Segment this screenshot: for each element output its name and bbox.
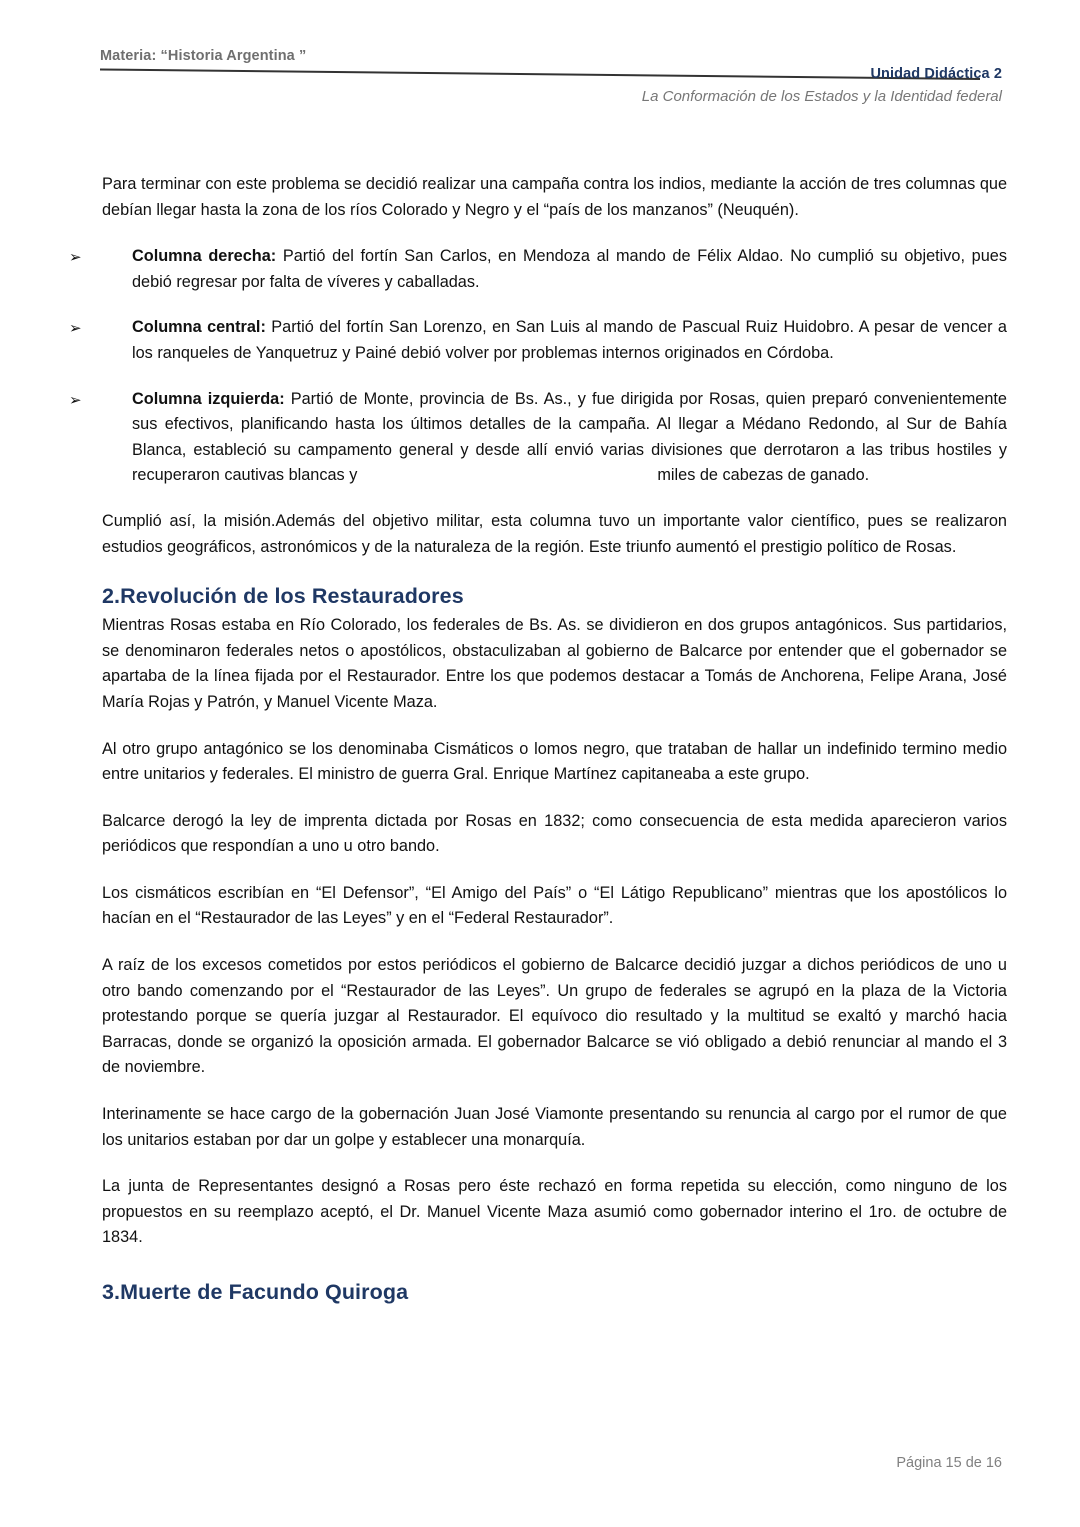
- list-item: [69, 244, 1007, 295]
- list-item-lead: Columna central:: [132, 318, 266, 337]
- section-heading-3: 3.Muerte de Facundo Quiroga: [102, 1280, 409, 1304]
- list-item-body-after-gap: miles de cabezas de ganado.: [657, 466, 870, 485]
- section-2-paragraph-3: Balcarce derogó la ley de imprenta dictada por Rosas en 1832; como consecuencia de esta medida aparecieron varios periódicos que respondían a uno u otro bando.: [102, 811, 1007, 856]
- list-item-text: [132, 315, 1007, 366]
- arrow-bullet-icon: ➢: [69, 320, 82, 338]
- list-item-body: Partió del fortín San Lorenzo, en San Luis al mando de Pascual Ruiz Huidobro. A pesar de vencer a los ranqueles de Yanquetruz y Painé debió volver por problemas internos originados en Córdoba.: [132, 318, 1007, 362]
- document-body: [69, 172, 1007, 1309]
- page-number-label: Página 15 de 16: [896, 1455, 1002, 1471]
- list-item: [69, 315, 1007, 366]
- list-item-lead: Columna derecha:: [132, 247, 277, 266]
- arrow-bullet-icon: ➢: [69, 391, 82, 409]
- header-divider-rule: [100, 68, 980, 79]
- arrow-bullet-icon: ➢: [69, 249, 82, 267]
- header-unit-title: Unidad Didáctica 2: [870, 66, 1002, 82]
- section-2-paragraph-2: Al otro grupo antagónico se los denominaba Cismáticos o lomos negro, que trataban de hallar un indefinido termino medio entre unitarios y federales. El ministro de guerra Gral. Enrique Martínez capitaneaba a este grupo.: [102, 739, 1007, 784]
- intro-paragraph: Para terminar con este problema se decidió realizar una campaña contra los indios, mediante la acción de tres columnas que debían llegar hasta la zona de los ríos Colorado y Negro y el “país de los manzanos” (Neuquén).: [102, 175, 1007, 219]
- section-2-paragraph-5: A raíz de los excesos cometidos por estos periódicos el gobierno de Balcarce decidió juzgar a dichos periódicos de uno u otro bando comenzando por el “Restaurador de las Leyes”. Un grupo de federales se agrupó en la plaza de la Victoria protestando porque se quería juzgar al Restaurador. El equívoco dio resultado y la multitud se exaltó y marchó hacia Barracas, donde se organizó la oposición armada. El gobernador Balcarce se vió obligado a debió renunciar al mando el 3 de noviembre.: [102, 956, 1007, 1077]
- list-item-text: [132, 387, 1007, 489]
- header-unit-subtitle: La Conformación de los Estados y la Identidad federal: [641, 88, 1002, 105]
- list-item-text: [132, 244, 1007, 295]
- list-item-body: Partió de Monte, provincia de Bs. As., y fue dirigida por Rosas, quien preparó convenientemente sus efectivos, planificando hasta los últimos detalles de la campaña. Al llegar a Médano Redondo, al Sur de Bahía Blanca, estableció su campamento general y desde allí envió varias divisiones que derrotaron a las tribus hostiles y recuperaron cautivas blancas y: [132, 389, 1007, 485]
- paragraph-after-bullets: Cumplió así, la misión.Además del objetivo militar, esta columna tuvo un importante valor científico, pues se realizaron estudios geográficos, astronómicos y de la naturaleza de la región. Este triunfo aumentó el prestigio político de Rosas.: [102, 511, 1007, 556]
- list-item-body: Partió del fortín San Carlos, en Mendoza al mando de Félix Aldao. No cumplió su objetivo, pues debió regresar por falta de víveres y caballadas.: [132, 247, 1007, 291]
- list-item-lead: Columna izquierda:: [132, 389, 285, 408]
- columns-bullet-list: [69, 244, 1007, 489]
- section-2-paragraph-6: Interinamente se hace cargo de la gobernación Juan José Viamonte presentando su renuncia al cargo por el rumor de que los unitarios estaban por dar un golpe y establecer una monarquía.: [102, 1105, 1007, 1149]
- page-header: [0, 0, 1080, 120]
- header-subject-label: Materia: “Historia Argentina ”: [100, 48, 307, 64]
- section-heading-2: 2.Revolución de los Restauradores: [102, 584, 464, 609]
- list-item: [69, 387, 1007, 489]
- section-2-paragraph-7: La junta de Representantes designó a Rosas pero éste rechazó en forma repetida su elección, como ninguno de los propuestos en su reemplazo aceptó, el Dr. Manuel Vicente Maza asumió como gobernador interino el 1ro. de octubre de 1834.: [102, 1177, 1007, 1247]
- section-2-paragraph-1: Mientras Rosas estaba en Río Colorado, los federales de Bs. As. se dividieron en dos grupos antagónicos. Sus partidarios, se denominaron federales netos o apostólicos, obstaculizaban al gobierno de Balcarce por entender que el gobernador se apartaba de la línea fijada por el Restaurador. Entre los que podemos destacar a Tomás de Anchorena, Felipe Arana, José María Rojas y Patrón, y Manuel Vicente Maza.: [102, 616, 1007, 711]
- section-2-paragraph-4: Los cismáticos escribían en “El Defensor”, “El Amigo del País” o “El Látigo Republicano” mientras que los apostólicos lo hacían en el “Restaurador de las Leyes” y en el “Federal Restaurador”.: [102, 883, 1007, 928]
- page-footer: [0, 1455, 1080, 1479]
